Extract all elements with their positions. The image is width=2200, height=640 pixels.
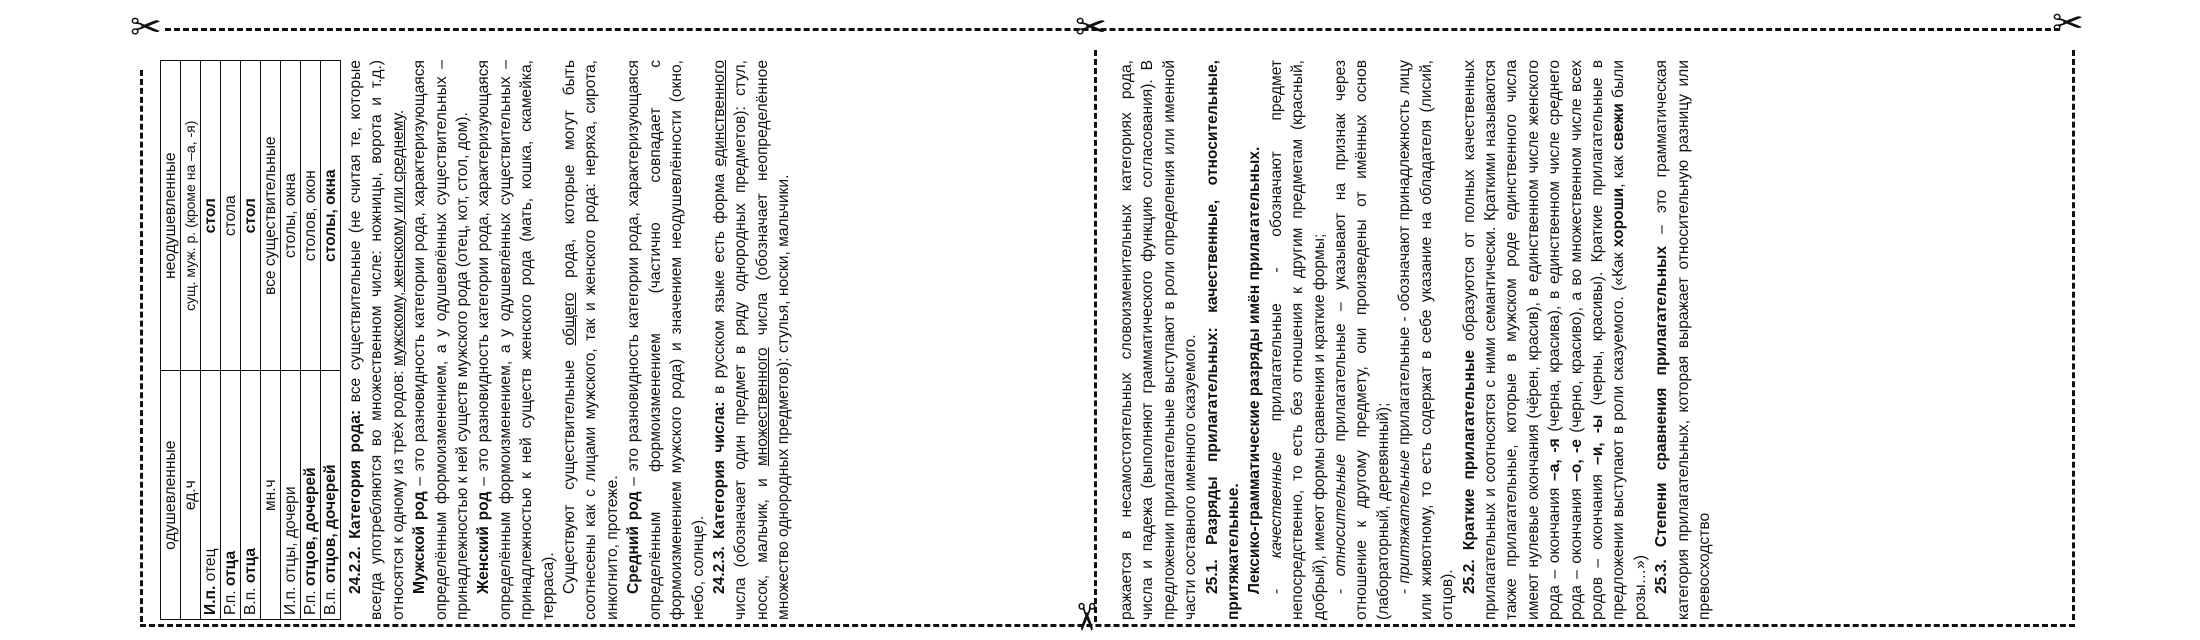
- scissors-icon: ✂: [130, 5, 162, 49]
- table-cell: В.п. отцов, дочерей: [321, 371, 341, 620]
- table-cell: В.п. отца: [241, 371, 261, 620]
- cut-line-right: [2072, 50, 2075, 620]
- paragraph-qualitative: - качественные прилагательные - обозначают предмет непосредственно, то есть без отношения к другим предметам (красный, добрый), имеют формы сравнения и краткие формы;: [1267, 60, 1328, 620]
- paragraph-common-gender: Существуют существительные общего рода, которые могут быть соотнесены как с лицами мужского, так и женского рода: неряха, сирота, инкогнито, протеже.: [561, 60, 621, 620]
- table-cell: столы, окна: [321, 61, 341, 371]
- paragraph-feminine: Женский род – это разновидность категории рода, характеризующаяся определённым формоизменением, а у одушевлённых существительных – принадлежностью к ней существ женского рода (мать, кошка, скамейка, терраса).: [475, 60, 557, 620]
- table-cell: стол: [241, 61, 261, 371]
- table-cell: Р.п. отца: [221, 371, 241, 620]
- table-row: [261, 61, 281, 620]
- table-cell: Р.п. отцов, дочерей: [301, 371, 321, 620]
- paragraph-relative: - относительные прилагательные – указывают на признак через отношение к другому предмету, они произведены от имённых основ (лабораторный, деревянный);: [1332, 60, 1392, 620]
- left-text-column: [160, 60, 795, 620]
- table-header-inanimate: неодушевленные: [161, 61, 181, 371]
- paragraph-masculine: Мужской род – это разновидность категории рода, характеризующаяся определённым формоизменением, а у одушевлённых существительных – принадлежностью к ней существ мужского рода (отец, кот, стол, дом).: [411, 60, 472, 620]
- table-cell: И.п. отец: [201, 371, 221, 620]
- paragraph-continuation: ражается в несамостоятельных словоизменительных категориях рода, числа и падежа (выполняют грамматического функцию согласования). В предложении прилагательные выступают в роли определения или именной части составного именного сказуемого.: [1118, 60, 1200, 620]
- cut-line-middle: [1094, 50, 1097, 622]
- table-row: [241, 61, 261, 620]
- section-title-adjective-classes: 25.1. Разряды прилагательных: качественные, относительные, притяжательные.: [1203, 60, 1243, 620]
- table-row: [181, 61, 201, 620]
- table-singular-label: ед.ч: [181, 371, 201, 620]
- scissors-icon: ✂: [1075, 5, 1107, 49]
- right-text-column: [1116, 60, 1715, 620]
- table-singular-note: сущ. муж. р. (кроме на –а, -я): [181, 61, 201, 371]
- paragraph-short-adjectives: 25.2. Краткие прилагательные образуются от полных качественных прилагательных и соотносятся с ними семантически. Краткими называются также прилагательные, которые в мужском роде единственного числа имеют нулевые окончания (чёрен, красив), в единственном числе женского рода – окончания –а, -я (черна, красива), в единственном числе среднего рода – окончания –о, -е (черно, красиво), а во множественном числе всех родов – окончания –и, -ы (черны, красивы). Краткие прилагательные в предложении выступают в роли сказуемого. («Как хороши, как свежи были розы…»): [1460, 59, 1649, 620]
- table-row: [221, 61, 241, 620]
- table-cell: стол: [201, 61, 221, 371]
- table-cell: столы, окна: [281, 61, 301, 371]
- table-cell: стола: [221, 61, 241, 371]
- table-row: [281, 61, 301, 620]
- paragraph-comparison-degrees: 25.3. Степени сравнения прилагательных – это грамматическая категория прилагательных, которая выражает относительную разницу или превосходство: [1653, 60, 1713, 620]
- table-row: [321, 61, 341, 620]
- table-cell: столов, окон: [301, 61, 321, 371]
- cut-line-top: [165, 28, 2060, 31]
- table-row: [161, 61, 181, 620]
- table-row: [201, 61, 221, 620]
- table-plural-note: все существительные: [261, 61, 281, 371]
- table-cell: И.п. отцы, дочери: [281, 371, 301, 620]
- paragraph-number-category: 24.2.3. Категория числа: в русском языке есть форма единственного числа (обозначает один предмет в ряду однородных предметов): стул, носок, мальчик, и множественного числа (обозначает неопределённое множество однородных предметов): стулья, носки, мальчики.: [710, 60, 793, 620]
- paragraph-gender-category: 24.2.2. Категория рода: все существительные (не считая те, которые всегда употребляются во множественном числе: ножницы, ворота и т.д.) относятся к одному из трёх родов: мужскому, женскому или среднему.: [347, 60, 407, 620]
- table-row: [301, 61, 321, 620]
- cut-line-left: [140, 70, 143, 622]
- declension-table: [160, 60, 341, 620]
- scissors-icon: ✂: [2052, 1, 2084, 45]
- table-header-animate: одушевленные: [161, 371, 181, 620]
- table-plural-label: мн.ч: [261, 371, 281, 620]
- section-subtitle-lexical-classes: Лексико-грамматические разряды имён прилагательных.: [1246, 146, 1264, 594]
- paragraph-possessive: - притяжательные прилагательные - обозначают принадлежность лицу или животному, то есть содержат в себе указание на обладателя (лисий, отцов).: [1396, 60, 1457, 620]
- paragraph-neuter: Средний род – это разновидность категории рода, характеризующаяся определённым формоизменением (частично совпадает с формоизменением мужского рода) и значением неодушевлённости (окно, небо, солнце).: [625, 60, 707, 620]
- scissors-icon: ✂: [1063, 601, 1108, 633]
